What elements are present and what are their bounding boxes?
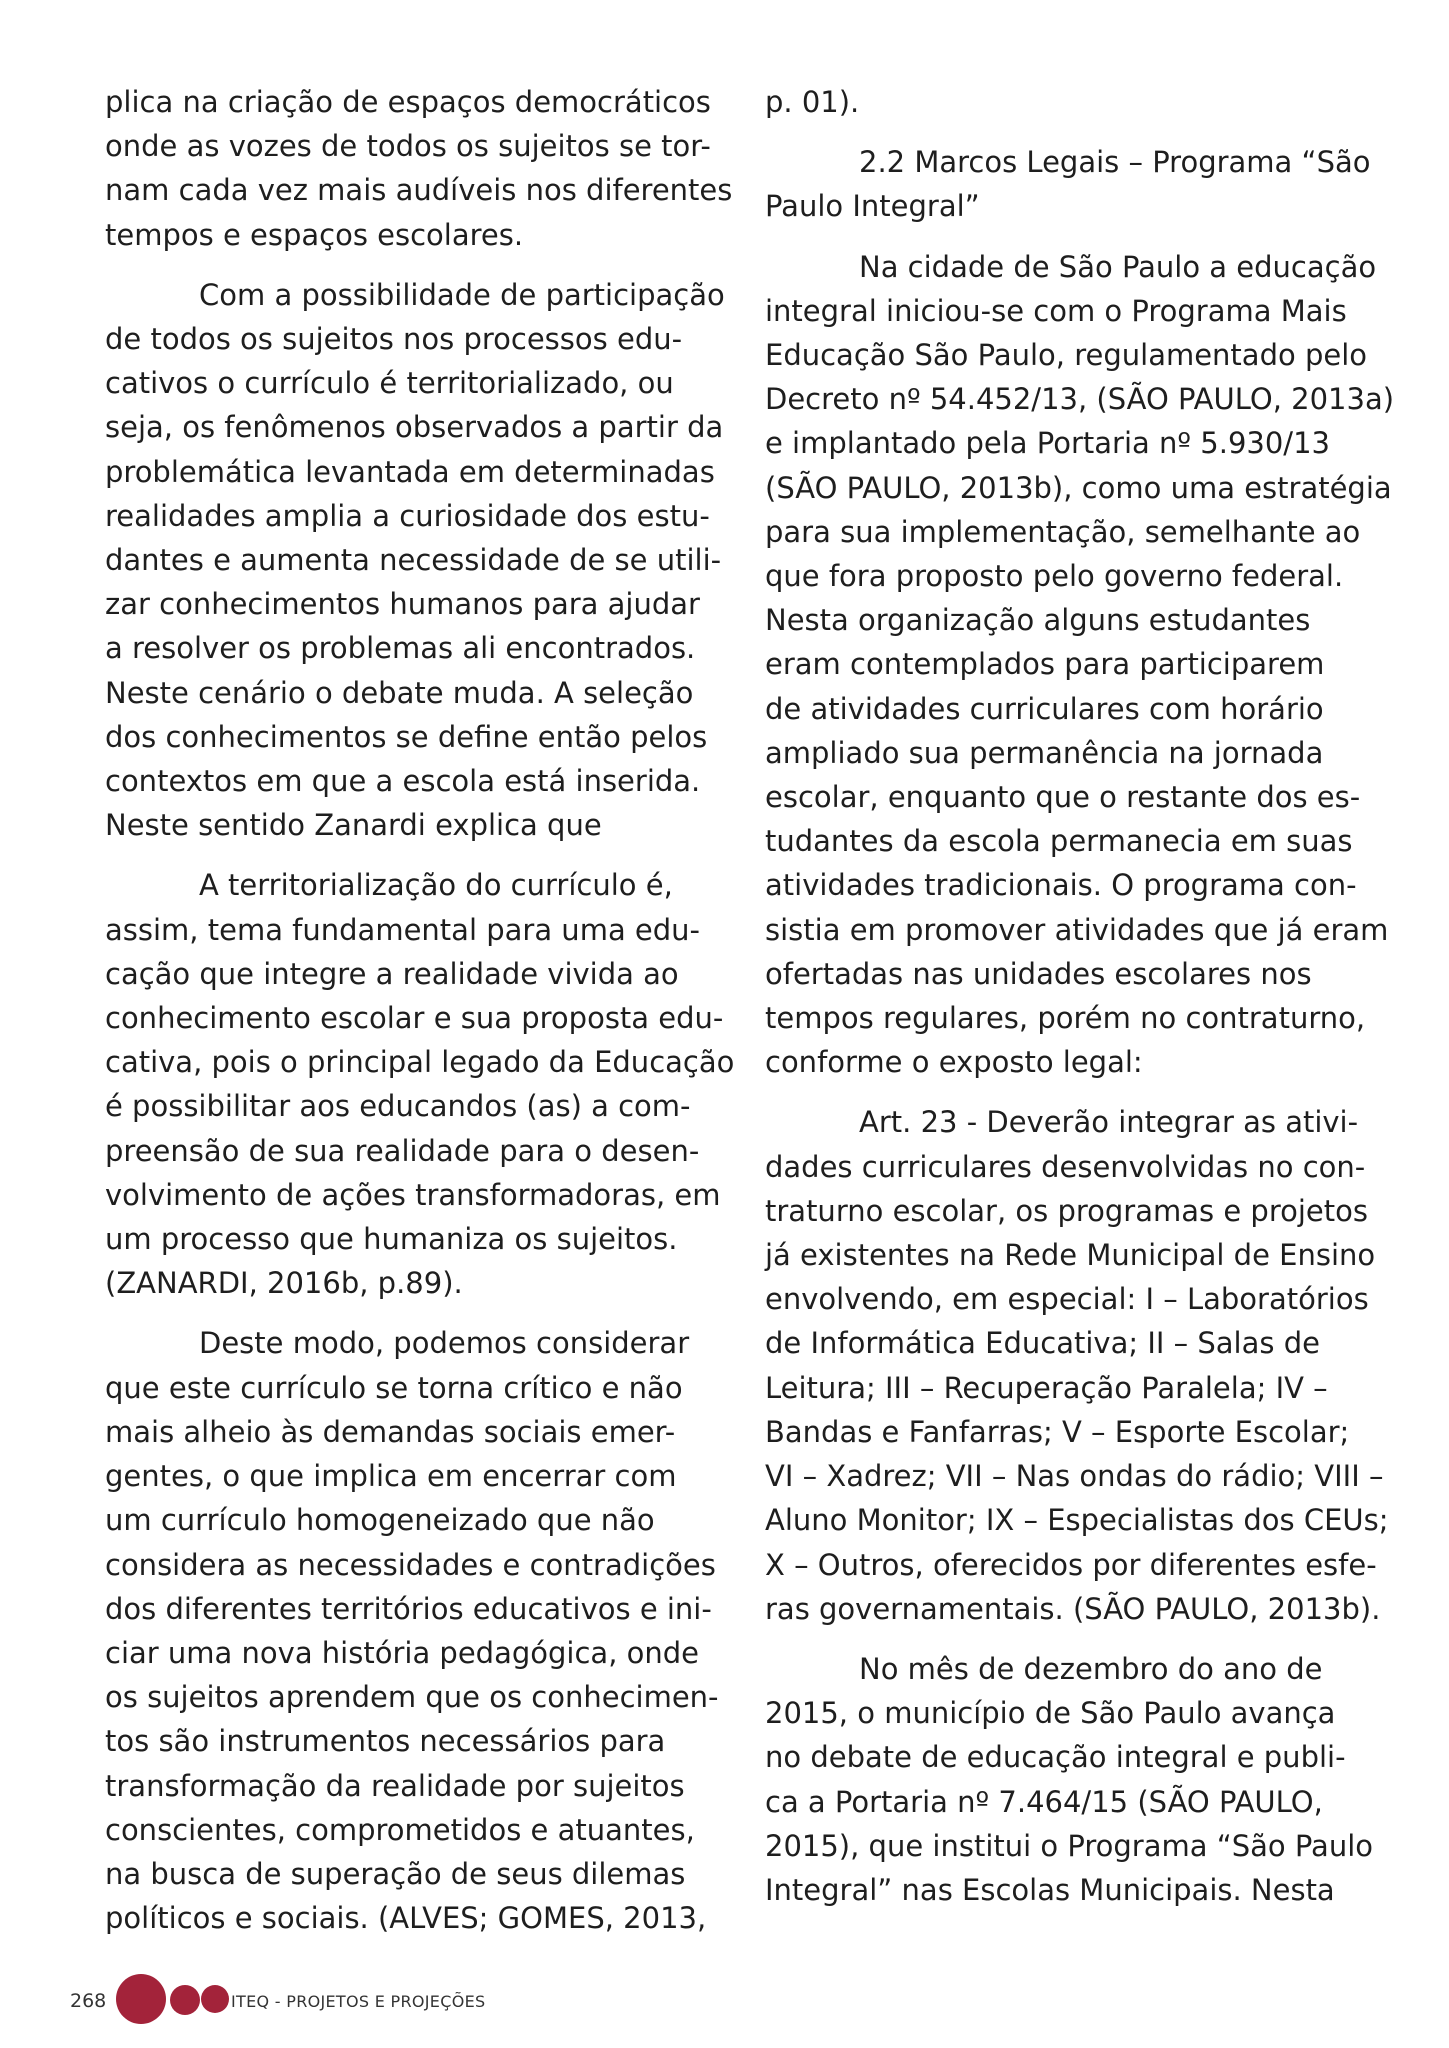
text-line: plica na criação de espaços democráticos xyxy=(105,85,711,119)
text-line: assim, tema fundamental para uma edu- xyxy=(105,912,701,947)
text-line: Com a possibilidade de participação xyxy=(199,277,725,312)
text-line: já existentes na Rede Municipal de Ensino xyxy=(765,1238,1376,1273)
text-line: no debate de educação integral e publi- xyxy=(765,1740,1346,1775)
decorative-dot-icon xyxy=(201,1985,229,2013)
text-line: VI – Xadrez; VII – Nas ondas do rádio; VIII – xyxy=(765,1459,1384,1494)
block-quote xyxy=(105,863,735,1305)
left-column xyxy=(105,80,735,1956)
text-line: Neste sentido Zanardi explica que xyxy=(105,808,602,843)
text-line: de atividades curriculares com horário xyxy=(765,691,1324,726)
text-line: eram contemplados para participarem xyxy=(765,647,1325,682)
text-line: traturno escolar, os programas e projetos xyxy=(765,1193,1368,1228)
text-line: seja, os fenômenos observados a partir da xyxy=(105,410,724,445)
text-line: Decreto nº 54.452/13, (SÃO PAULO, 2013a) xyxy=(765,382,1395,417)
text-line: Paulo Integral” xyxy=(765,189,980,224)
text-line: gentes, o que implica em encerrar com xyxy=(105,1459,677,1494)
text-line: nam cada vez mais audíveis nos diferentes xyxy=(105,173,733,208)
text-line: p. 01). xyxy=(765,85,860,119)
block-quote xyxy=(105,1321,719,1940)
text-line: dantes e aumenta necessidade de se utili- xyxy=(105,543,722,578)
paragraph xyxy=(765,1647,1374,1912)
text-line: ampliado sua permanência na jornada xyxy=(765,735,1324,770)
text-line: onde as vozes de todos os sujeitos se tor- xyxy=(105,129,711,164)
text-line: um currículo homogeneizado que não xyxy=(105,1503,655,1538)
text-line: ca a Portaria nº 7.464/15 (SÃO PAULO, xyxy=(765,1784,1323,1819)
text-line: preensão de sua realidade para o desen- xyxy=(105,1133,700,1168)
text-line: ofertadas nas unidades escolares nos xyxy=(765,956,1312,991)
text-line: Na cidade de São Paulo a educação xyxy=(859,249,1377,284)
text-line: envolvendo, em especial: I – Laboratórios xyxy=(765,1282,1369,1317)
text-line: dos conhecimentos se define então pelos xyxy=(105,719,708,754)
text-line: sistia em promover atividades que já eram xyxy=(765,912,1389,947)
text-line: dades curriculares desenvolvidas no con- xyxy=(765,1149,1366,1184)
text-line: conhecimento escolar e sua proposta edu- xyxy=(105,1001,724,1036)
text-line: (ZANARDI, 2016b, p.89). xyxy=(105,1266,463,1301)
text-line: e implantado pela Portaria nº 5.930/13 xyxy=(765,426,1330,461)
text-line: conforme o exposto legal: xyxy=(765,1045,1143,1080)
paragraph xyxy=(105,273,725,848)
text-line: Deste modo, podemos considerar xyxy=(199,1326,690,1361)
text-line: mais alheio às demandas sociais emer- xyxy=(105,1414,676,1449)
section-heading xyxy=(765,140,1371,228)
text-line: A territorialização do currículo é, xyxy=(199,868,673,903)
text-line: de Informática Educativa; II – Salas de xyxy=(765,1326,1320,1361)
text-line: (SÃO PAULO, 2013b), como uma estratégia xyxy=(765,470,1392,505)
text-line: ras governamentais. (SÃO PAULO, 2013b). xyxy=(765,1591,1381,1626)
text-line: considera as necessidades e contradições xyxy=(105,1547,716,1582)
text-line: de todos os sujeitos nos processos edu- xyxy=(105,322,683,357)
text-line: tos são instrumentos necessários para xyxy=(105,1724,666,1759)
text-line: Bandas e Fanfarras; V – Esporte Escolar; xyxy=(765,1414,1350,1449)
text-line: tempos regulares, porém no contraturno, xyxy=(765,1001,1366,1036)
page-footer xyxy=(70,1972,670,2032)
text-line: zar conhecimentos humanos para ajudar xyxy=(105,587,700,622)
text-line: atividades tradicionais. O programa con- xyxy=(765,868,1357,903)
text-line: No mês de dezembro do ano de xyxy=(859,1651,1323,1686)
text-line: 2015), que institui o Programa “São Paulo xyxy=(765,1828,1374,1863)
text-line: X – Outros, oferecidos por diferentes esfe- xyxy=(765,1547,1377,1582)
text-line: transformação da realidade por sujeitos xyxy=(105,1768,685,1803)
paragraph xyxy=(105,80,733,257)
text-line: políticos e sociais. (ALVES; GOMES, 2013, xyxy=(105,1901,707,1936)
text-line: Aluno Monitor; IX – Especialistas dos CEUs; xyxy=(765,1503,1389,1538)
text-line: Nesta organização alguns estudantes xyxy=(765,603,1311,638)
text-line: cativos o currículo é territorializado, ou xyxy=(105,366,674,401)
text-line: 2015, o município de São Paulo avança xyxy=(765,1696,1336,1731)
text-line: problemática levantada em determinadas xyxy=(105,454,715,489)
text-line: os sujeitos aprendem que os conhecimen- xyxy=(105,1680,719,1715)
text-line: Leitura; III – Recuperação Paralela; IV – xyxy=(765,1370,1328,1405)
text-line: tempos e espaços escolares. xyxy=(105,217,524,252)
paragraph xyxy=(765,80,1355,124)
text-line: cação que integre a realidade vivida ao xyxy=(105,956,679,991)
text-line: realidades amplia a curiosidade dos estu- xyxy=(105,498,710,533)
text-line: um processo que humaniza os sujeitos. xyxy=(105,1222,678,1257)
paragraph xyxy=(765,245,1395,1085)
text-line: volvimento de ações transformadoras, em xyxy=(105,1177,721,1212)
text-line: escolar, enquanto que o restante dos es- xyxy=(765,780,1361,815)
publication-title: ITEQ - PROJETOS E PROJEÇÕES xyxy=(231,1992,486,2011)
decorative-dot-icon xyxy=(116,1974,166,2024)
text-line: Integral” nas Escolas Municipais. Nesta xyxy=(765,1872,1335,1907)
text-line: é possibilitar aos educandos (as) a com- xyxy=(105,1089,691,1124)
right-column xyxy=(765,80,1395,1928)
text-line: na busca de superação de seus dilemas xyxy=(105,1856,686,1891)
page-number: 268 xyxy=(70,1990,107,2012)
decorative-dot-icon xyxy=(170,1985,200,2015)
block-quote xyxy=(765,1100,1389,1630)
text-line: Art. 23 - Deverão integrar as ativi- xyxy=(859,1105,1359,1140)
text-line: que fora proposto pelo governo federal. xyxy=(765,559,1344,594)
text-line: ciar uma nova história pedagógica, onde xyxy=(105,1635,700,1670)
text-line: contextos em que a escola está inserida. xyxy=(105,764,701,799)
text-line: conscientes, comprometidos e atuantes, xyxy=(105,1812,695,1847)
text-line: para sua implementação, semelhante ao xyxy=(765,514,1361,549)
text-line: Neste cenário o debate muda. A seleção xyxy=(105,675,694,710)
text-line: integral iniciou-se com o Programa Mais xyxy=(765,293,1347,328)
text-line: Educação São Paulo, regulamentado pelo xyxy=(765,338,1367,373)
text-line: 2.2 Marcos Legais – Programa “São xyxy=(859,145,1371,180)
text-line: a resolver os problemas ali encontrados. xyxy=(105,631,696,666)
text-line: tudantes da escola permanecia em suas xyxy=(765,824,1353,859)
text-line: que este currículo se torna crítico e não xyxy=(105,1370,683,1405)
text-line: cativa, pois o principal legado da Educação xyxy=(105,1045,735,1080)
text-line: dos diferentes territórios educativos e ini- xyxy=(105,1591,712,1626)
